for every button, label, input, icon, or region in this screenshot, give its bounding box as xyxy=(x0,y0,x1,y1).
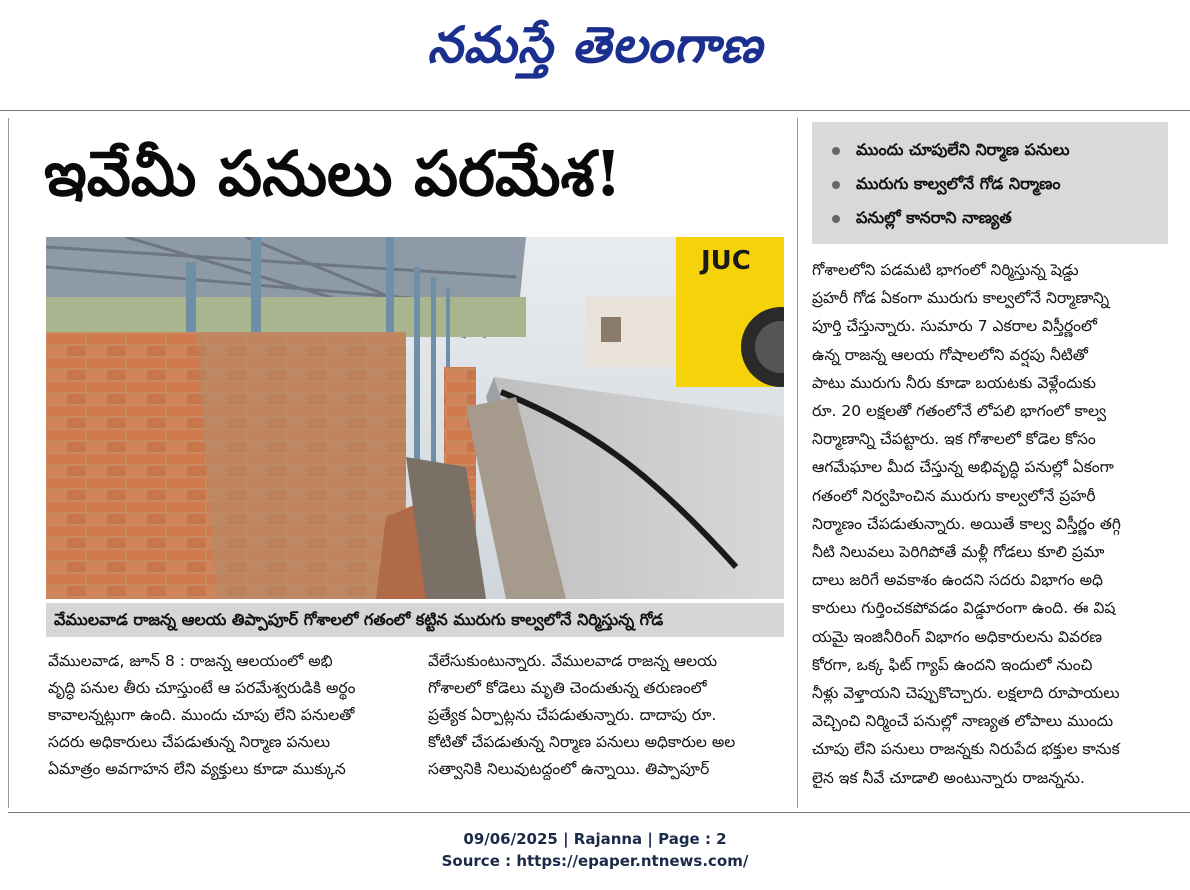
article-column-3 xyxy=(812,256,1172,796)
photo-caption: వేములవాడ రాజన్న ఆలయ తిప్పాపూర్ గోశాలలో గతంలో కట్టిన మురుగు కాల్వలోనే నిర్మిస్తున్న గోడ xyxy=(46,603,784,637)
highlight-item xyxy=(832,168,1156,202)
article-text-line: ఏమాత్రం అవగాహన లేని వ్యక్తులు కూడా ముక్కున xyxy=(48,760,346,778)
article-text-line: వెచ్చించి నిర్మించే పనుల్లో నాణ్యత లోపాలు ముందు xyxy=(812,712,1114,731)
article-text-line: గతంలో నిర్వహించిన మురుగు కాల్వలోనే ప్రహరీ xyxy=(812,486,1096,505)
construction-site-photo xyxy=(46,237,784,599)
article-text-line: ఆగమేఘాల మీద చేస్తున్న అభివృద్ధి పనుల్లో ఏకంగా xyxy=(812,458,1114,477)
article-text-line: నిర్మాణాన్ని చేపట్టారు. ఇక గోశాలలో కోడెల కోసం xyxy=(812,430,1096,449)
article-text-line: గోశాలలోని పడమటి భాగంలో నిర్మిస్తున్న షెడ్డు xyxy=(812,261,1079,279)
article-text-line: ప్రత్యేక ఏర్పాట్లను చేపడుతున్నారు. దాదాపు రూ. xyxy=(428,706,717,724)
highlight-text: ముందు చూపులేని నిర్మాణ పనులు xyxy=(856,139,1070,159)
article-text-line: కావాలన్నట్లుగా ఉంది. ముందు చూపు లేని పనులతో xyxy=(48,706,355,724)
bullet-icon xyxy=(832,147,840,155)
article-text-line: నీళ్లు వెళ్తాయని చెప్పుకొచ్చారు. లక్షలాది రూపాయలు xyxy=(812,684,1120,703)
article-text-line: వేలేసుకుంటున్నారు. వేములవాడ రాజన్న ఆలయ xyxy=(428,652,718,670)
sign-text: JUC xyxy=(701,246,751,276)
article-column-1 xyxy=(48,648,403,808)
article-text-line: యమై ఇంజినీరింగ్ విభాగం అధికారులను వివరణ xyxy=(812,627,1103,646)
footer-date-edition: 09/06/2025 | Rajanna | Page : 2 xyxy=(463,830,727,848)
bullet-icon xyxy=(832,215,840,223)
footer-rule xyxy=(8,812,1190,813)
column-divider xyxy=(797,118,798,808)
article-text-line: కోటితో చేపడుతున్న నిర్మాణ పనులు అధికారుల అల xyxy=(428,733,736,751)
newspaper-masthead: నమస్తే తెలంగాణ xyxy=(427,15,763,74)
article-headline: ఇవేమీ పనులు పరమేశ! xyxy=(44,137,622,210)
article-text-line: గోశాలలో కోడెలు మృతి చెందుతున్న తరుణంలో xyxy=(428,679,707,697)
article-text-line: ఉన్న రాజన్న ఆలయ గోషాలలోని వర్షపు నీటితో xyxy=(812,345,1088,364)
article-text-line: వేములవాడ, జూన్ 8 : రాజన్న ఆలయంలో అభి xyxy=(48,652,333,670)
highlight-item xyxy=(832,134,1156,168)
article-photo xyxy=(46,237,784,599)
bullet-icon xyxy=(832,181,840,189)
article-column-2 xyxy=(428,648,783,808)
highlight-text: పనుల్లో కానరాని నాణ్యత xyxy=(856,207,1012,227)
highlights-box xyxy=(812,122,1168,244)
article-text-line: నిర్మాణం చేపడుతున్నారు. అయితే కాల్వ విస్తీర్ణం తగ్గి xyxy=(812,514,1121,533)
highlight-item xyxy=(832,202,1156,236)
article-text-line: చూపు లేని పనులు రాజన్నకు నిరుపేద భక్తుల కానుక xyxy=(812,740,1120,759)
left-page-border xyxy=(8,118,9,808)
article-text-line: సత్వానికి నిలువుటద్దంలో ఉన్నాయి. తిప్పాపూర్ xyxy=(428,760,710,778)
footer-source-link[interactable]: Source : https://epaper.ntnews.com/ xyxy=(441,852,749,870)
article-text-line: ప్రహరీ గోడ ఏకంగా మురుగు కాల్వలోనే నిర్మాణాన్ని xyxy=(812,289,1110,308)
masthead-left-rule xyxy=(0,110,380,111)
article-text-line: రూ. 20 లక్షలతో గతంలోనే లోపలి భాగంలో కాల్వ xyxy=(812,402,1107,421)
article-text-line: దాలు జరిగే అవకాశం ఉందని సదరు విభాగం అధి xyxy=(812,571,1103,590)
article-text-line: సదరు అధికారులు చేపడుతున్న నిర్మాణ పనులు xyxy=(48,733,331,751)
article-text-line: పాటు మురుగు నీరు కూడా బయటకు వెళ్లేందుకు xyxy=(812,373,1096,392)
masthead-right-rule xyxy=(380,110,1190,111)
article-text-line: లైన ఇక నీవే చూడాలి అంటున్నారు రాజన్నను. xyxy=(812,768,1085,787)
article-text-line: పూర్తి చేస్తున్నారు. సుమారు 7 ఎకరాల విస్తీర్ణంలో xyxy=(812,317,1097,336)
article-text-line: నీటి నిలువలు పెరిగిపోతే మళ్లీ గోడలు కూలి ప్రమా xyxy=(812,543,1105,562)
article-text-line: వృద్ధి పనుల తీరు చూస్తుంటే ఆ పరమేశ్వరుడికి అర్థం xyxy=(48,679,356,697)
highlight-text: మురుగు కాల్వలోనే గోడ నిర్మాణం xyxy=(856,173,1061,193)
article-text-line: కారులు గుర్తించకపోవడం విడ్డూరంగా ఉంది. ఈ విష xyxy=(812,599,1116,618)
article-text-line: కోరగా, ఒక్క ఫిట్ గ్యాప్ ఉందని ఇందులో నుంచి xyxy=(812,655,1093,674)
